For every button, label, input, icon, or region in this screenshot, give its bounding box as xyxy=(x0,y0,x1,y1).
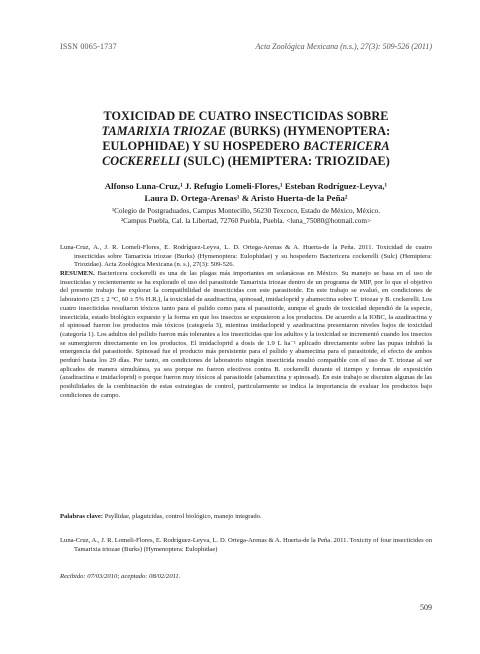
title-line-2 xyxy=(60,124,432,139)
authors-line-1: Alfonso Luna-Cruz,¹ J. Refugio Lomeli-Flores,¹ Esteban Rodríguez-Leyva,¹ xyxy=(104,181,388,191)
received-dates: Recibido: 07/03/2010; aceptado: 08/02/2011. xyxy=(60,573,181,580)
affiliation-1: ¹Colegio de Postgraduados, Campus Montecillo, 56230 Texcoco, Estado de México, México. xyxy=(111,207,380,215)
running-header xyxy=(60,42,432,56)
keywords-text: Psyllidae, plaguicidas, control biológico, manejo integrado. xyxy=(103,513,262,520)
citation-english xyxy=(60,537,432,554)
title-species-2a: BACTERICERA xyxy=(303,139,390,153)
title-line-3-a: EULOPHIDAE) Y SU HOSPEDERO xyxy=(102,139,304,153)
affiliations xyxy=(60,206,432,226)
journal-citation: Acta Zoológica Mexicana (n.s.), 27(3): 509-526 (2011) xyxy=(255,42,432,51)
author-list xyxy=(60,180,432,204)
citation-spanish-text: Luna-Cruz, A., J. R. Lomeli-Flores, E. Rodríguez-Leyva, L. D. Ortega-Arenas & A. Huerta-de la Peña. 2011. Toxicidad de cuatro insecticidas sobre Tamarixia triozae (Burks) (Hymenoptera: Eulophidae) y su hospedero Bactericera cockerelli (Sulc) (Hemiptera: Triozidae). Acta Zoológica Mexicana (n. s.), 27(3): 509-526. xyxy=(60,244,432,269)
title-line-4-rest: (SULC) (HEMIPTERA: TRIOZIDAE) xyxy=(180,154,390,168)
title-species-2b: COCKERELLI xyxy=(102,154,181,168)
abstract xyxy=(60,270,432,401)
issn-text: ISSN 0065-1737 xyxy=(60,42,117,51)
keywords xyxy=(60,513,432,522)
title-line-3 xyxy=(60,139,432,154)
citation-english-text: Luna-Cruz, A., J. R. Lomeli-Flores, E. Rodríguez-Leyva, L. D. Ortega-Arenas & A. Huerta-de la Peña. 2011. Toxicity of four insecticides on Tamarixia triozae (Burks) (Hymenoptera: Eulophidae) xyxy=(60,537,432,553)
title-species-1: TAMARIXIA TRIOZAE xyxy=(101,124,227,138)
authors-line-2: Laura D. Ortega-Arenas¹ & Aristo Huerta-de la Peña² xyxy=(144,193,348,203)
title-line-1: TOXICIDAD DE CUATRO INSECTICIDAS SOBRE xyxy=(103,109,389,123)
affiliation-2: ²Campus Puebla, Cal. la Libertad, 72760 Puebla, Puebla. <luna_75080@hotmail.com> xyxy=(120,217,372,225)
citation-spanish xyxy=(60,244,432,270)
title-line-4 xyxy=(60,154,432,169)
page-number: 509 xyxy=(420,603,432,612)
article-title xyxy=(60,109,432,169)
title-line-2-rest: (BURKS) (HYMENOPTERA: xyxy=(226,124,391,138)
abstract-text: Bactericera cockerelli es una de las plagas más importantes en solanáceas en México. Su manejo se basa en el uso de insecticidas y recientemente se ha explorado el uso del parasitoide Tamarixia triozae dentro de un programa de MIP, por lo que el objetivo del presente trabajo fue explorar la compatibilidad de insecticidas con este parasitoide. En este trabajo se evaluó, en condiciones de laboratorio (25 ± 2 °C, 60 ± 5% H.R.), la toxicidad de azadiractina, spinosad, imidacloprid y abamectina sobre T. triozae y B. cockerelli. Los cuatro insecticidas resultaron tóxicos tanto para el pulido como para el parasitoide, aunque el grado de toxicidad dependió de la especie, insecticida, estado biológico expuesto y la forma en que los insectos se expusieron a los productos. De acuerdo a la IOBC, la azadiractina y el spinosad fueron los productos más tóxicos (categoría 3), mientras imidacloprid y azadiractina presentaron niveles bajos de toxicidad (categoría 1). Los adultos del psílido fueron más tolerantes a los insecticidas que los adultos y la toxicidad se incrementó cuando los insectos se sumergieron directamente en los productos. El imidacloprid a dosis de 1.9 L ha⁻¹ aplicado directamente sobre las pupas inhibió la emergencia del parasitoide. Spinosad fue el producto más persistente para el psílido y abamectina para el parasitoide, el efecto de ambos perduró hasta los 29 días. Por tanto, en condiciones de laboratorio ningún insecticida resultó compatible con el uso de T. triozae al ser aplicados de manera simultánea, ya sea porque no fueron efectivos contra B. cockerelli durante el tiempo y formas de exposición (azadiractina e imidacloprid) o porque fueron muy tóxicos al parasitoide (abamectina y spinosad). En este trabajo se discuten algunas de las posibilidades de la combinación de estas estrategias de control, particularmente se indica la importancia de evaluar los productos bajo condiciones de campo. xyxy=(60,270,432,399)
abstract-label: RESUMEN. xyxy=(60,270,95,277)
keywords-label: Palabras clave: xyxy=(60,513,104,520)
